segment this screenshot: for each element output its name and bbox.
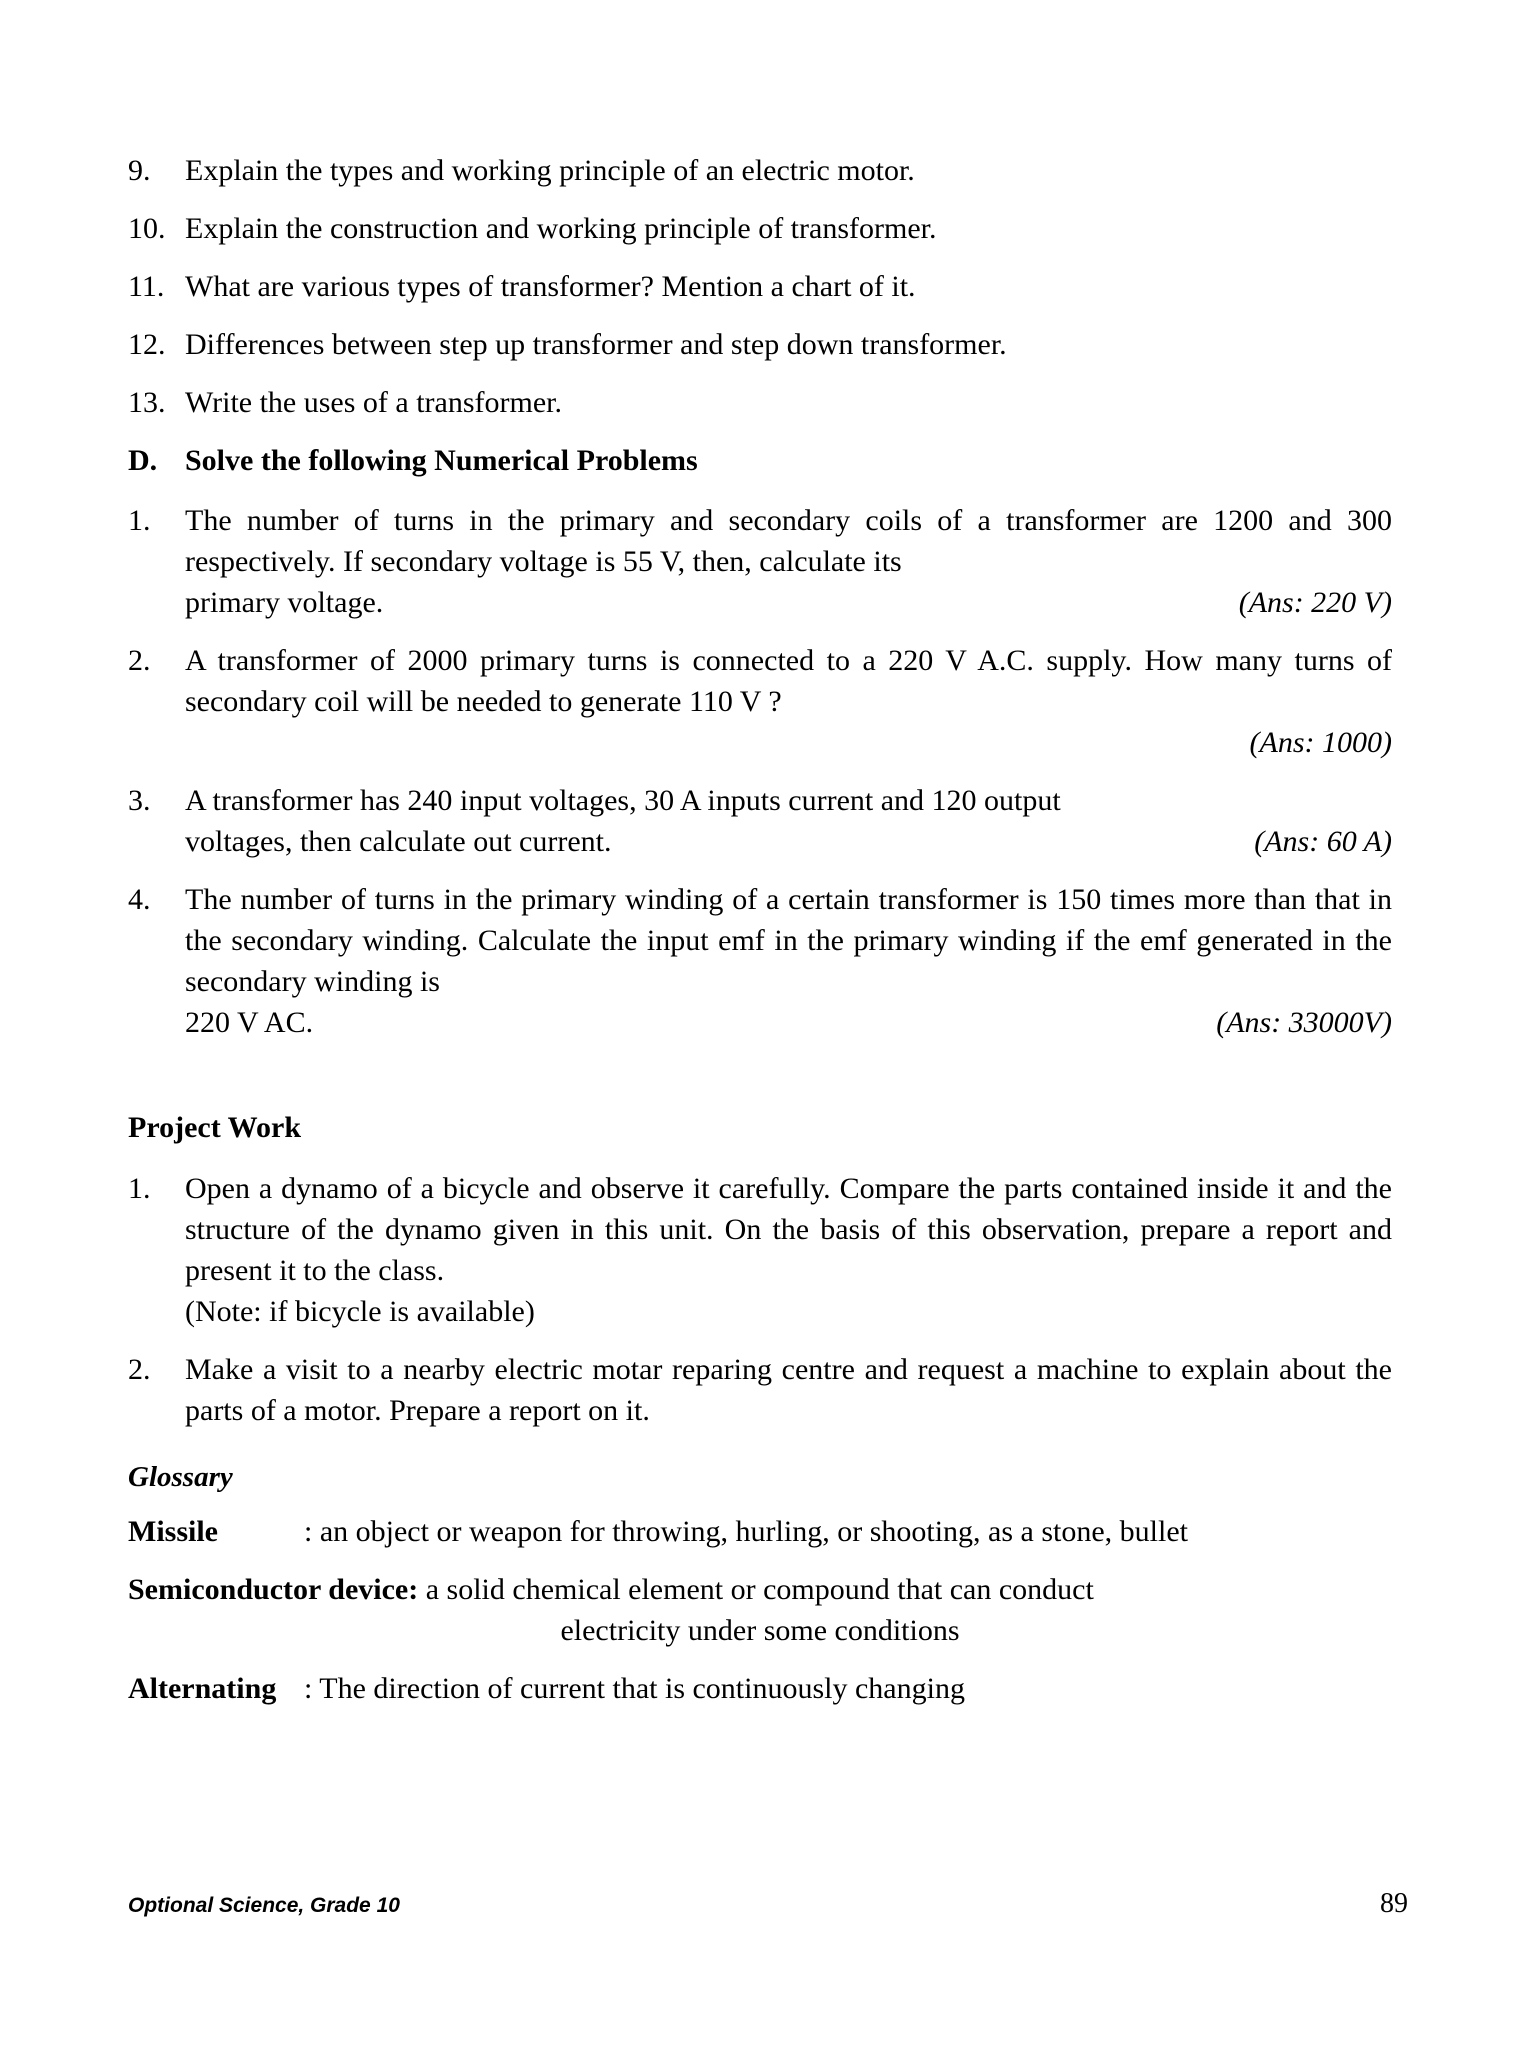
problem-last-line-text: voltages, then calculate out current.	[185, 825, 612, 858]
problem-last-line-text: primary voltage.	[185, 586, 384, 619]
glossary-title: Glossary	[128, 1461, 233, 1493]
project-last-line-text: (Note: if bicycle is available)	[185, 1295, 535, 1328]
problem-marker: 3.	[128, 784, 151, 817]
list-marker: 9.	[128, 154, 151, 187]
footer-page-number: 89	[1380, 1888, 1408, 1919]
project-body	[185, 1168, 1392, 1332]
page-content	[128, 150, 1392, 1726]
problem-marker: 1.	[128, 504, 151, 537]
project-work-list	[128, 1168, 1392, 1431]
glossary-entry	[128, 1668, 1392, 1709]
questions-list	[128, 150, 1392, 423]
problem-item	[128, 780, 1392, 862]
problem-last-line-text: 220 V AC.	[185, 1006, 314, 1039]
list-text: Differences between step up transformer and step down transformer.	[185, 328, 1007, 361]
list-text: Explain the construction and working principle of transformer.	[185, 212, 937, 245]
problem-answer: (Ans: 60 A)	[1254, 825, 1392, 858]
project-text: Make a visit to a nearby electric motar reparing centre and request a machine to explain about the parts of a motor. Prepare a report on it.	[185, 1353, 1392, 1427]
project-text: Open a dynamo of a bicycle and observe it carefully. Compare the parts contained inside it and the structure of the dynamo given in this unit. On the basis of this observation, prepare a report and present it to the class.	[185, 1172, 1392, 1287]
problem-item	[128, 640, 1392, 763]
list-marker: 10.	[128, 212, 166, 245]
list-text: Explain the types and working principle of an electric motor.	[185, 154, 915, 187]
problem-text: The number of turns in the primary winding of a certain transformer is 150 times more than that in the secondary winding. Calculate the input emf in the primary winding if the emf generated in the secondary winding is	[185, 883, 1392, 998]
problem-answer: (Ans: 1000)	[1249, 726, 1392, 759]
problem-body	[185, 879, 1392, 1043]
glossary-term: Semiconductor device:	[128, 1573, 419, 1606]
page-footer	[128, 1888, 1408, 1920]
list-item	[128, 150, 1392, 191]
project-item	[128, 1349, 1392, 1431]
project-marker: 1.	[128, 1172, 151, 1205]
problem-marker: 4.	[128, 883, 151, 916]
list-marker: 11.	[128, 270, 165, 303]
problem-body	[185, 780, 1392, 862]
problem-answer: (Ans: 220 V)	[1238, 586, 1392, 619]
glossary-definition: : The direction of current that is continuously changing	[304, 1672, 965, 1705]
problem-text: A transformer has 240 input voltages, 30 A inputs current and 120 output	[185, 784, 1061, 817]
problem-text: A transformer of 2000 primary turns is connected to a 220 V A.C. supply. How many turns of secondary coil will be needed to generate 110 V ?	[185, 644, 1392, 718]
glossary-definition-block	[128, 1569, 1392, 1651]
glossary-term: Alternating	[128, 1672, 277, 1705]
problem-last-line	[185, 582, 1392, 623]
problem-last-line	[185, 1002, 1392, 1043]
list-item	[128, 382, 1392, 423]
glossary-entry	[128, 1569, 1392, 1651]
list-item	[128, 266, 1392, 307]
list-text: What are various types of transformer? Mention a chart of it.	[185, 270, 916, 303]
project-marker: 2.	[128, 1353, 151, 1386]
problem-marker: 2.	[128, 644, 151, 677]
glossary-entry	[128, 1511, 1392, 1552]
project-last-line	[185, 1291, 1392, 1332]
glossary-definition-line2: electricity under some conditions	[560, 1614, 960, 1647]
project-body	[185, 1349, 1392, 1431]
glossary-list	[128, 1511, 1392, 1709]
problem-item	[128, 500, 1392, 623]
numerical-problems	[128, 500, 1392, 1043]
section-d-title: Solve the following Numerical Problems	[185, 444, 698, 477]
list-marker: 12.	[128, 328, 166, 361]
problem-answer: (Ans: 33000V)	[1216, 1006, 1392, 1039]
project-work-title: Project Work	[128, 1111, 302, 1144]
list-marker: 13.	[128, 386, 166, 419]
glossary-definition: : an object or weapon for throwing, hurling, or shooting, as a stone, bullet	[304, 1515, 1188, 1548]
glossary-definition: a solid chemical element or compound that can conduct	[418, 1573, 1094, 1606]
problem-item	[128, 879, 1392, 1043]
section-d-marker: D.	[128, 444, 158, 477]
list-item	[128, 324, 1392, 365]
project-item	[128, 1168, 1392, 1332]
footer-source: Optional Science, Grade 10	[128, 1894, 400, 1917]
section-d-heading	[128, 440, 1392, 481]
problem-text: The number of turns in the primary and secondary coils of a transformer are 1200 and 300 respectively. If secondary voltage is 55 V, then, calculate its	[185, 504, 1392, 578]
list-text: Write the uses of a transformer.	[185, 386, 562, 419]
problem-body	[185, 640, 1392, 763]
problem-last-line	[185, 821, 1392, 862]
problem-body	[185, 500, 1392, 623]
list-item	[128, 208, 1392, 249]
glossary-term: Missile	[128, 1515, 218, 1548]
